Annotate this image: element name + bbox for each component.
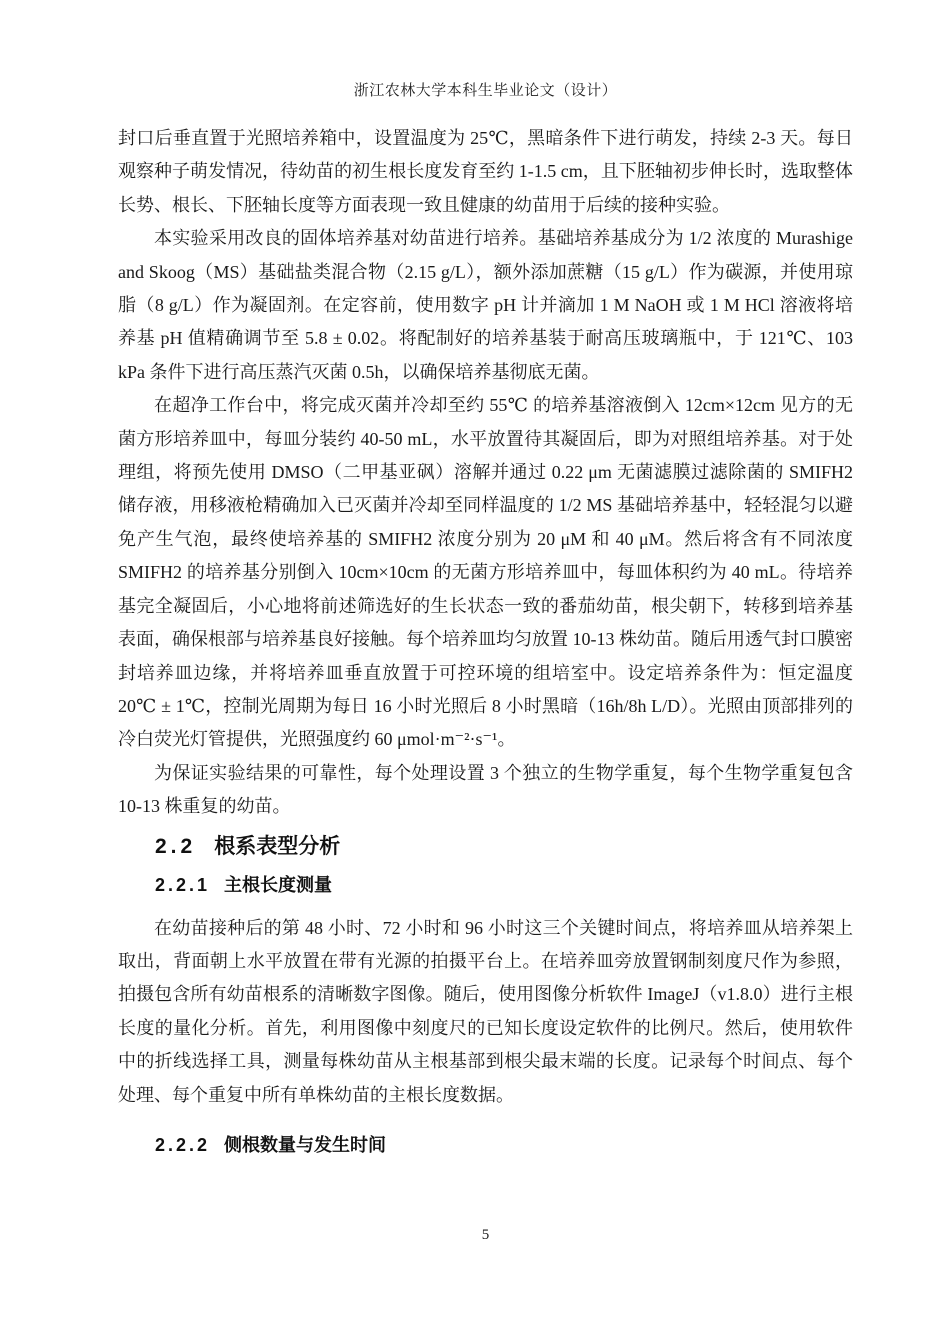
section-2-2-1-number: 2.2.1: [155, 874, 211, 895]
section-heading-2-2-1: [118, 872, 853, 898]
paragraph-biological-replicates: 为保证实验结果的可靠性，每个处理设置 3 个独立的生物学重复，每个生物学重复包含 10-13 株重复的幼苗。: [118, 762, 853, 817]
page-content: [118, 122, 853, 1172]
page-header-title: 浙江农林大学本科生毕业论文（设计）: [353, 83, 618, 99]
section-heading-2-2: [118, 832, 853, 862]
page-number: [118, 1226, 853, 1244]
paragraph-germination: 封口后垂直置于光照培养箱中，设置温度为 25℃，黑暗条件下进行萌发，持续 2-3 天。每日观察种子萌发情况，待幼苗的初生根长度发育至约 1-1.5 cm，且下胚轴初步伸长时，选取整体长势、根长、下胚轴长度等方面表现一致且健康的幼苗用于后续的接种实验。: [118, 128, 853, 215]
section-2-2-number: 2.2: [155, 834, 197, 858]
page-number-value: 5: [481, 1227, 490, 1243]
section-2-2-title: 根系表型分析: [214, 834, 341, 858]
section-heading-2-2-2: [118, 1132, 853, 1158]
section-2-2-2-number: 2.2.2: [155, 1134, 211, 1155]
page-header: [118, 82, 853, 100]
paragraph-plating-and-treatment: 在超净工作台中，将完成灭菌并冷却至约 55℃ 的培养基溶液倒入 12cm×12cm 见方的无菌方形培养皿中，每皿分装约 40-50 mL，水平放置待其凝固后，即为对照组培养基。对于处理组，将预先使用 DMSO（二甲基亚砜）溶解并通过 0.22 μm 无菌滤膜过滤除菌的 SMIFH2 储存液，用移液枪精确加入已灭菌并冷却至同样温度的 1/2 MS 基础培养基中，轻轻混匀以避免产生气泡，最终使培养基的 SMIFH2 浓度分别为 20 μM 和 40 μM。然后将含有不同浓度 SMIFH2 的培养基分别倒入 10cm×10cm 的无菌方形培养皿中，每皿体积约为 40 mL。待培养基完全凝固后，小心地将前述筛选好的生长状态一致的番茄幼苗，根尖朝下，转移到培养基表面，确保根部与培养基良好接触。每个培养皿均匀放置 10-13 株幼苗。随后用透气封口膜密封培养皿边缘，并将培养皿垂直放置于可控环境的组培室中。设定培养条件为：恒定温度 20℃ ± 1℃，控制光周期为每日 16 小时光照后 8 小时黑暗（16h/8h L/D）。光照由顶部排列的冷白荧光灯管提供，光照强度约 60 μmol·m⁻²·s⁻¹。: [118, 395, 853, 750]
section-2-2-1-title: 主根长度测量: [224, 874, 333, 895]
section-2-2-2-title: 侧根数量与发生时间: [224, 1134, 387, 1155]
paragraph-main-root-measurement: 在幼苗接种后的第 48 小时、72 小时和 96 小时这三个关键时间点，将培养皿从培养架上取出，背面朝上水平放置在带有光源的拍摄平台上。在培养皿旁放置钢制刻度尺作为参照，拍摄包含所有幼苗根系的清晰数字图像。随后，使用图像分析软件 ImageJ（v1.8.0）进行主根长度的量化分析。首先，利用图像中刻度尺的已知长度设定软件的比例尺。然后，使用软件中的折线选择工具，测量每株幼苗从主根基部到根尖最末端的长度。记录每个时间点、每个处理、每个重复中所有单株幼苗的主根长度数据。: [118, 917, 853, 1105]
paragraph-medium-preparation: 本实验采用改良的固体培养基对幼苗进行培养。基础培养基成分为 1/2 浓度的 Murashige and Skoog（MS）基础盐类混合物（2.15 g/L），额外添加蔗糖（15 g/L）作为碳源，并使用琼脂（8 g/L）作为凝固剂。在定容前，使用数字 pH 计并滴加 1 M NaOH 或 1 M HCl 溶液将培养基 pH 值精确调节至 5.8 ± 0.02。将配制好的培养基装于耐高压玻璃瓶中，于 121℃、103 kPa 条件下进行高压蒸汽灭菌 0.5h，以确保培养基彻底无菌。: [118, 228, 853, 382]
